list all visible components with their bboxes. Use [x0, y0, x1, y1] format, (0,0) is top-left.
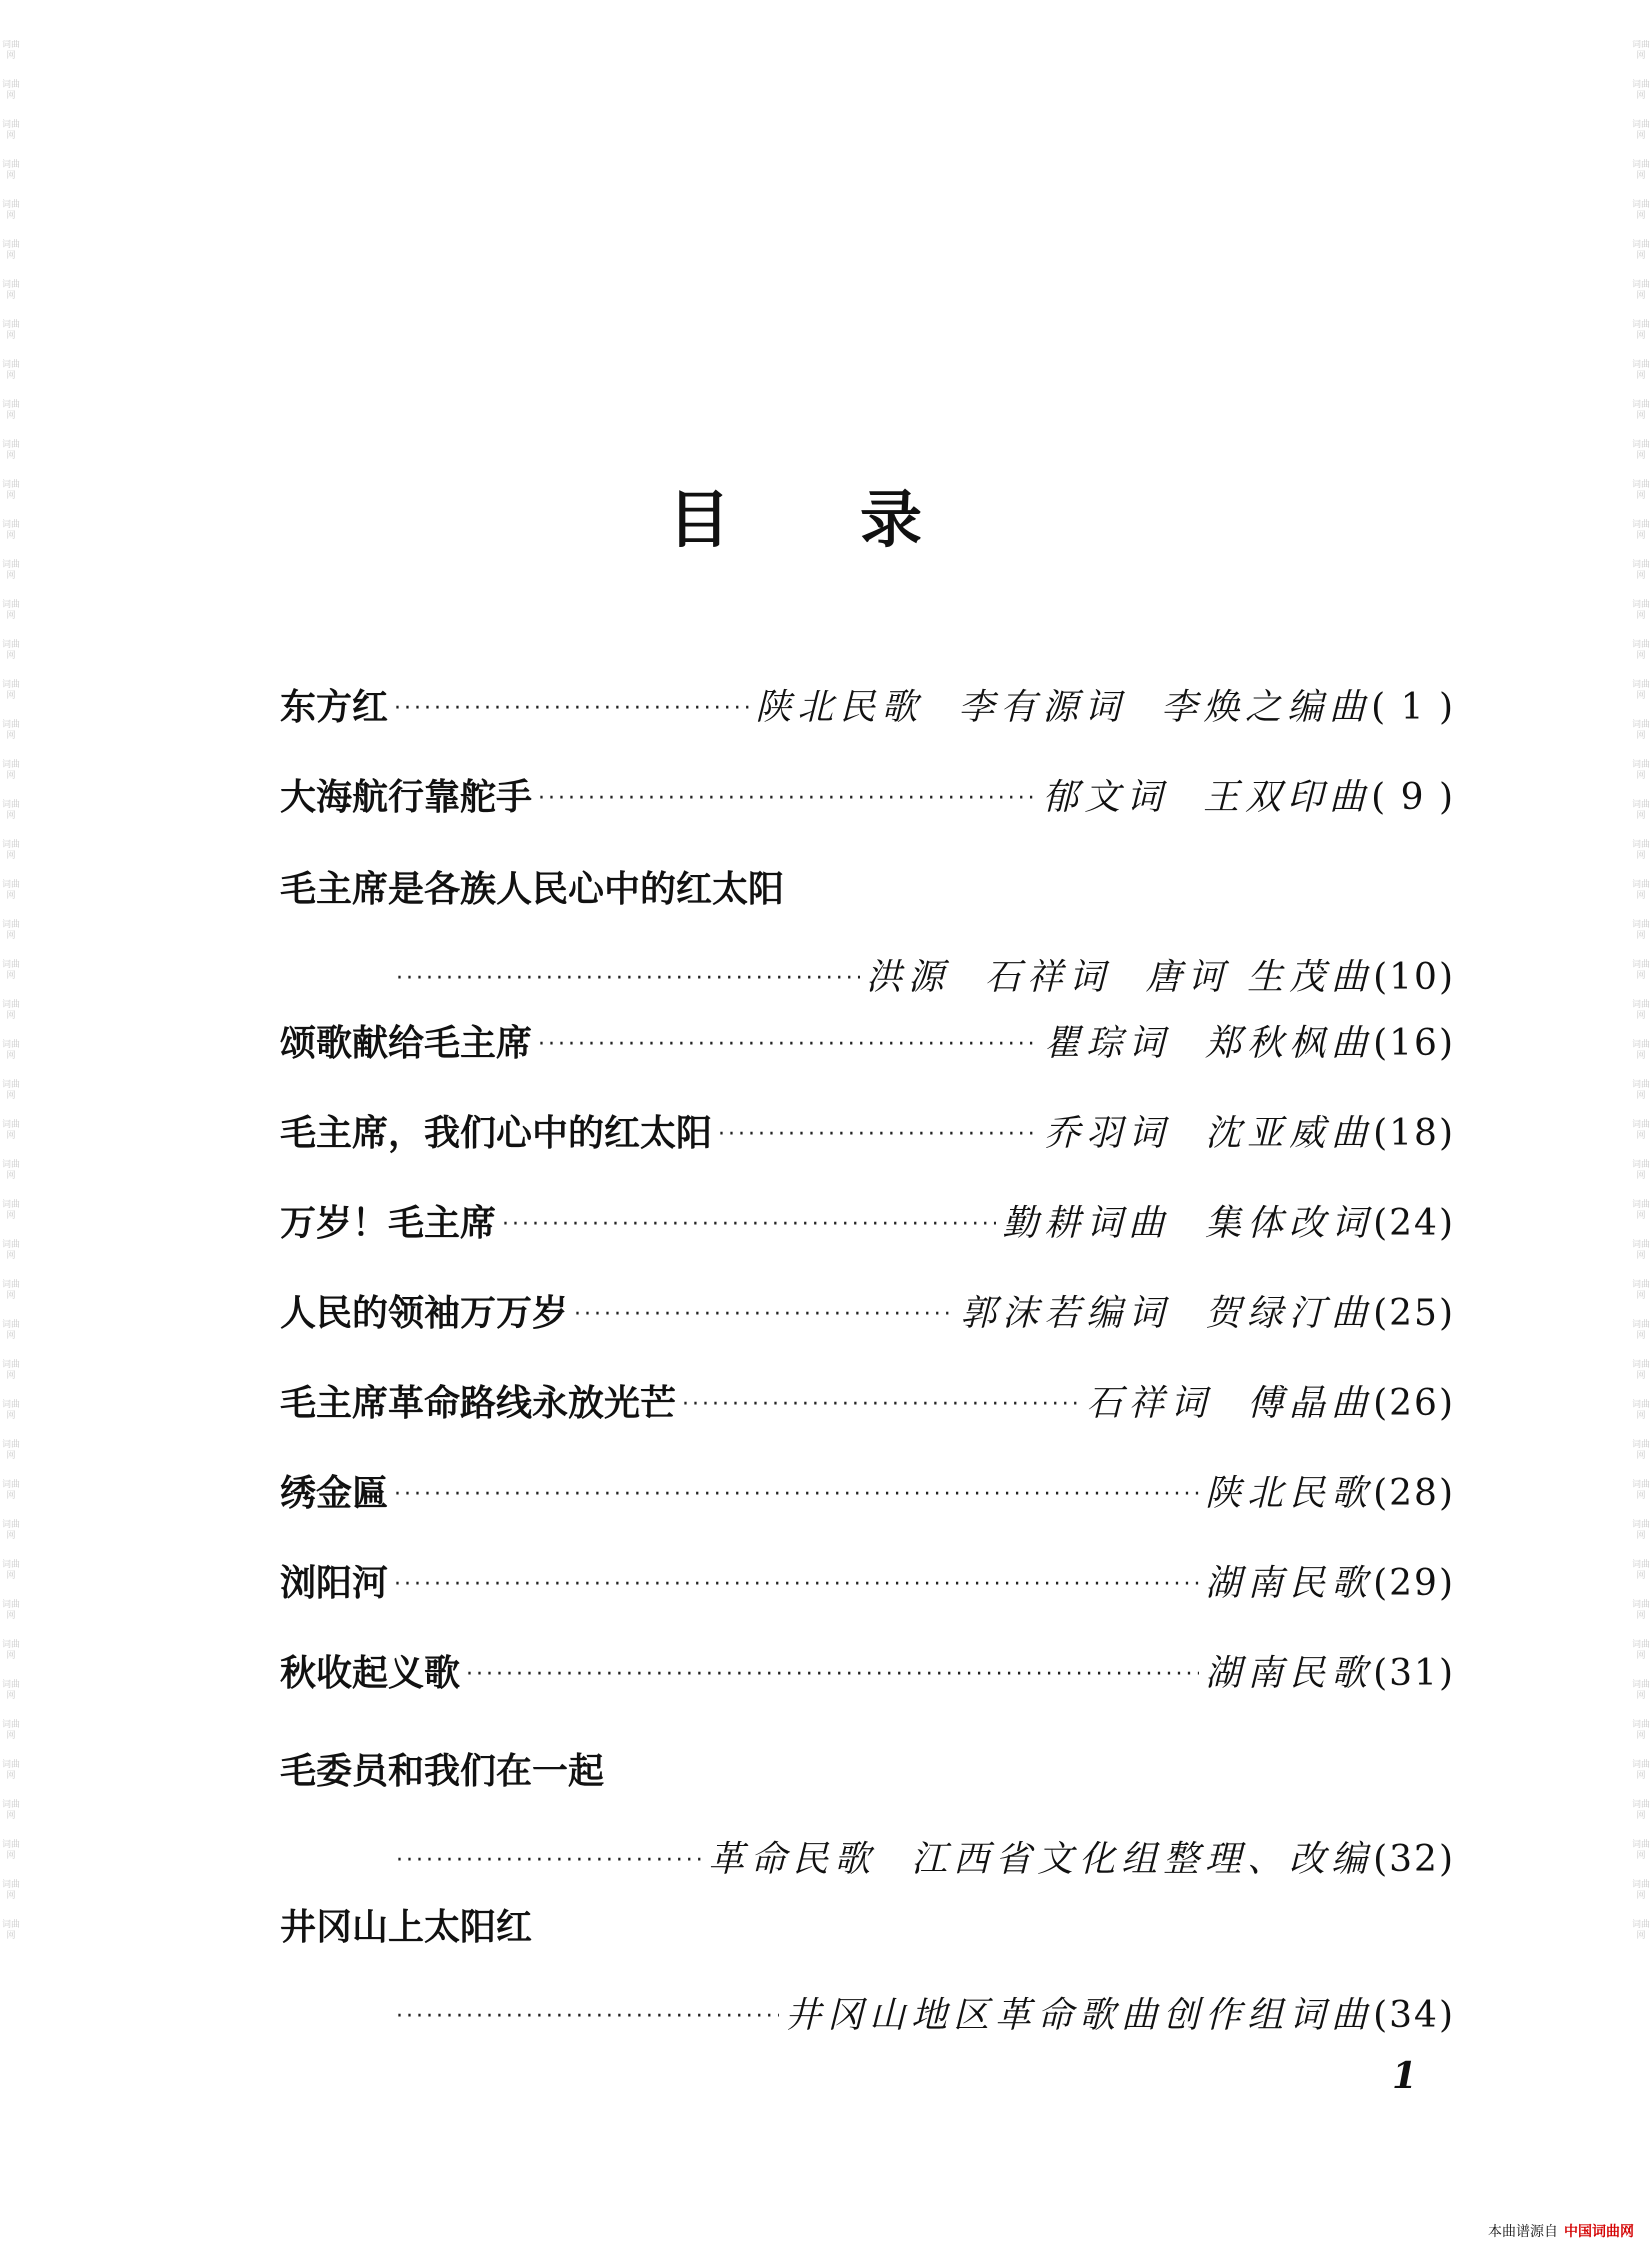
toc-page: (28) — [1373, 1473, 1455, 1514]
watermark-text: 词曲网 — [2, 880, 20, 901]
toc-title: 毛主席革命路线永放光芒 — [280, 1383, 677, 1424]
toc-title: 大海航行靠舵手 — [280, 777, 533, 818]
toc-title: 毛主席，我们心中的红太阳 — [280, 1113, 713, 1154]
watermark-text: 词曲网 — [2, 1680, 20, 1701]
toc-credit: 瞿琮词 郑秋枫曲 — [1044, 1023, 1374, 1064]
watermark-text: 词曲网 — [2, 1440, 20, 1461]
toc-page: ( 9 ) — [1371, 777, 1455, 818]
toc-page: (18) — [1373, 1113, 1455, 1154]
watermark-text: 词曲网 — [1632, 1800, 1650, 1821]
toc-entry — [280, 1104, 1455, 1164]
watermark-text: 词曲网 — [2, 840, 20, 861]
watermark-text: 词曲网 — [2, 160, 20, 181]
watermark-text: 词曲网 — [1632, 1320, 1650, 1341]
watermark-text: 词曲网 — [2, 1360, 20, 1381]
toc-title: 绣金匾 — [280, 1473, 389, 1514]
watermark-text: 词曲网 — [1632, 1360, 1650, 1381]
toc-leader — [682, 1375, 1080, 1435]
toc-credit: 乔羽词 沈亚威曲 — [1044, 1113, 1374, 1154]
toc-credit: 郭沫若编词 贺绿汀曲 — [960, 1293, 1374, 1334]
toc-title: 浏阳河 — [280, 1563, 389, 1604]
watermark-text: 词曲网 — [2, 200, 20, 221]
watermark-strip-left — [2, 40, 20, 2140]
toc-page: (32) — [1373, 1839, 1455, 1880]
watermark-text: 词曲网 — [1632, 160, 1650, 181]
toc-entry — [280, 1464, 1455, 1524]
watermark-text: 词曲网 — [1632, 1080, 1650, 1101]
toc-title: 毛委员和我们在一起 — [280, 1751, 605, 1792]
watermark-text: 词曲网 — [2, 1640, 20, 1661]
watermark-text: 词曲网 — [1632, 640, 1650, 661]
watermark-text: 词曲网 — [1632, 1440, 1650, 1461]
watermark-text: 词曲网 — [2, 760, 20, 781]
watermark-text: 词曲网 — [1632, 1920, 1650, 1941]
watermark-text: 词曲网 — [1632, 1040, 1650, 1061]
watermark-text: 词曲网 — [2, 1040, 20, 1061]
toc-leader — [574, 1285, 954, 1345]
toc-title: 人民的领袖万万岁 — [280, 1293, 569, 1334]
watermark-text: 词曲网 — [2, 1120, 20, 1141]
toc-credit: 革命民歌 江西省文化组整理、改编 — [708, 1839, 1374, 1880]
watermark-text: 词曲网 — [2, 1240, 20, 1261]
toc-leader — [394, 1555, 1199, 1615]
toc-title: 东方红 — [280, 687, 389, 728]
watermark-text: 词曲网 — [1632, 520, 1650, 541]
watermark-text: 词曲网 — [1632, 1520, 1650, 1541]
watermark-strip-right — [1632, 40, 1650, 2140]
toc-entry — [280, 1742, 1455, 1890]
toc-entry — [280, 1194, 1455, 1254]
watermark-text: 词曲网 — [1632, 1720, 1650, 1741]
watermark-text: 词曲网 — [1632, 1000, 1650, 1021]
toc-page: (31) — [1373, 1653, 1455, 1694]
watermark-text: 词曲网 — [1632, 800, 1650, 821]
watermark-text: 词曲网 — [2, 280, 20, 301]
toc-entry — [280, 1554, 1455, 1614]
watermark-text: 词曲网 — [1632, 1120, 1650, 1141]
watermark-text: 词曲网 — [2, 1880, 20, 1901]
toc-page: (25) — [1373, 1293, 1455, 1334]
watermark-text: 词曲网 — [2, 400, 20, 421]
toc-leader — [394, 679, 749, 739]
watermark-text: 词曲网 — [1632, 1840, 1650, 1861]
watermark-text: 词曲网 — [1632, 840, 1650, 861]
watermark-text: 词曲网 — [2, 440, 20, 461]
watermark-text: 词曲网 — [1632, 120, 1650, 141]
watermark-text: 词曲网 — [1632, 480, 1650, 501]
toc-page: (26) — [1373, 1383, 1455, 1424]
watermark-text: 词曲网 — [2, 40, 20, 61]
watermark-text: 词曲网 — [1632, 240, 1650, 261]
toc-credit: 陕北民歌 — [1205, 1473, 1374, 1514]
watermark-text: 词曲网 — [1632, 200, 1650, 221]
toc-entry — [280, 1644, 1455, 1704]
watermark-text: 词曲网 — [1632, 1640, 1650, 1661]
toc-page: (24) — [1373, 1203, 1455, 1244]
toc-entry — [280, 1374, 1455, 1434]
toc-entry — [280, 768, 1455, 828]
watermark-text: 词曲网 — [1632, 360, 1650, 381]
toc-entry — [280, 1014, 1455, 1074]
watermark-text: 词曲网 — [1632, 40, 1650, 61]
toc-title: 万岁！毛主席 — [280, 1203, 497, 1244]
watermark-text: 词曲网 — [1632, 1160, 1650, 1181]
watermark-text: 词曲网 — [2, 1920, 20, 1941]
toc-leader — [538, 769, 1036, 829]
watermark-text: 词曲网 — [2, 1600, 20, 1621]
watermark-text: 词曲网 — [2, 1320, 20, 1341]
watermark-text: 词曲网 — [1632, 760, 1650, 781]
watermark-text: 词曲网 — [2, 240, 20, 261]
source-credit — [1488, 2221, 1634, 2241]
source-label: 本曲谱源自 — [1488, 2224, 1558, 2240]
toc-leader — [394, 1465, 1199, 1525]
watermark-text: 词曲网 — [2, 1480, 20, 1501]
toc-title: 井冈山上太阳红 — [280, 1907, 533, 1948]
watermark-text: 词曲网 — [1632, 1480, 1650, 1501]
toc-leader — [396, 949, 860, 1009]
watermark-text: 词曲网 — [1632, 1560, 1650, 1581]
toc-leader — [396, 1831, 702, 1891]
toc-entry — [280, 678, 1455, 738]
watermark-text: 词曲网 — [2, 1000, 20, 1021]
watermark-text: 词曲网 — [2, 360, 20, 381]
watermark-text: 词曲网 — [2, 480, 20, 501]
source-site-link[interactable]: 中国词曲网 — [1564, 2224, 1634, 2240]
watermark-text: 词曲网 — [2, 1720, 20, 1741]
watermark-text: 词曲网 — [2, 1160, 20, 1181]
watermark-text: 词曲网 — [1632, 1680, 1650, 1701]
watermark-text: 词曲网 — [1632, 680, 1650, 701]
toc-credit: 陕北民歌 李有源词 李焕之编曲 — [755, 687, 1372, 728]
toc-credit: 湖南民歌 — [1205, 1653, 1374, 1694]
toc-credit: 湖南民歌 — [1205, 1563, 1374, 1604]
watermark-text: 词曲网 — [2, 1840, 20, 1861]
watermark-text: 词曲网 — [2, 960, 20, 981]
page-title: 目录 — [667, 483, 1052, 556]
watermark-text: 词曲网 — [2, 1800, 20, 1821]
toc-leader — [538, 1015, 1038, 1075]
watermark-text: 词曲网 — [2, 80, 20, 101]
watermark-text: 词曲网 — [2, 600, 20, 621]
watermark-text: 词曲网 — [1632, 400, 1650, 421]
watermark-text: 词曲网 — [1632, 1240, 1650, 1261]
toc-title: 秋收起义歌 — [280, 1653, 461, 1694]
watermark-text: 词曲网 — [2, 1080, 20, 1101]
watermark-text: 词曲网 — [1632, 320, 1650, 341]
watermark-text: 词曲网 — [1632, 960, 1650, 981]
toc-credit: 石祥词 傅晶曲 — [1086, 1383, 1374, 1424]
watermark-text: 词曲网 — [2, 720, 20, 741]
toc-credit: 井冈山地区革命歌曲创作组词曲 — [785, 1995, 1374, 2036]
watermark-text: 词曲网 — [2, 1400, 20, 1421]
watermark-text: 词曲网 — [1632, 600, 1650, 621]
watermark-text: 词曲网 — [1632, 920, 1650, 941]
watermark-text: 词曲网 — [1632, 80, 1650, 101]
watermark-text: 词曲网 — [1632, 280, 1650, 301]
toc-credit: 郁文词 王双印曲 — [1042, 777, 1372, 818]
watermark-text: 词曲网 — [1632, 1280, 1650, 1301]
toc-page: (10) — [1373, 957, 1455, 998]
toc-page: (29) — [1373, 1563, 1455, 1604]
toc-page: (16) — [1373, 1023, 1455, 1064]
watermark-text: 词曲网 — [2, 920, 20, 941]
watermark-text: 词曲网 — [1632, 440, 1650, 461]
watermark-text: 词曲网 — [2, 800, 20, 821]
toc-entry — [280, 1898, 1455, 2046]
toc-page: (34) — [1373, 1995, 1455, 2036]
watermark-text: 词曲网 — [2, 1760, 20, 1781]
toc-page: ( 1 ) — [1371, 687, 1455, 728]
watermark-text: 词曲网 — [2, 560, 20, 581]
watermark-text: 词曲网 — [2, 1200, 20, 1221]
watermark-text: 词曲网 — [1632, 1880, 1650, 1901]
toc-title: 颂歌献给毛主席 — [280, 1023, 533, 1064]
watermark-text: 词曲网 — [2, 640, 20, 661]
watermark-text: 词曲网 — [1632, 1760, 1650, 1781]
watermark-text: 词曲网 — [2, 680, 20, 701]
watermark-text: 词曲网 — [2, 120, 20, 141]
watermark-text: 词曲网 — [1632, 720, 1650, 741]
toc-leader — [718, 1105, 1038, 1165]
toc-title: 毛主席是各族人民心中的红太阳 — [280, 869, 785, 910]
toc-credit: 勤耕词曲 集体改词 — [1002, 1203, 1374, 1244]
page-number: 1 — [1392, 2055, 1418, 2097]
watermark-text: 词曲网 — [2, 320, 20, 341]
watermark-text: 词曲网 — [1632, 560, 1650, 581]
toc-leader — [466, 1645, 1199, 1705]
watermark-text: 词曲网 — [2, 520, 20, 541]
watermark-text: 词曲网 — [1632, 1400, 1650, 1421]
toc-leader — [396, 1987, 779, 2047]
watermark-text: 词曲网 — [2, 1520, 20, 1541]
toc-entry — [280, 1284, 1455, 1344]
watermark-text: 词曲网 — [1632, 1600, 1650, 1621]
toc-entry — [280, 860, 1455, 1008]
watermark-text: 词曲网 — [2, 1560, 20, 1581]
watermark-text: 词曲网 — [1632, 880, 1650, 901]
watermark-text: 词曲网 — [2, 1280, 20, 1301]
watermark-text: 词曲网 — [1632, 1200, 1650, 1221]
toc-credit: 洪源 石祥词 唐诃 生茂曲 — [865, 957, 1374, 998]
toc-leader — [502, 1195, 996, 1255]
